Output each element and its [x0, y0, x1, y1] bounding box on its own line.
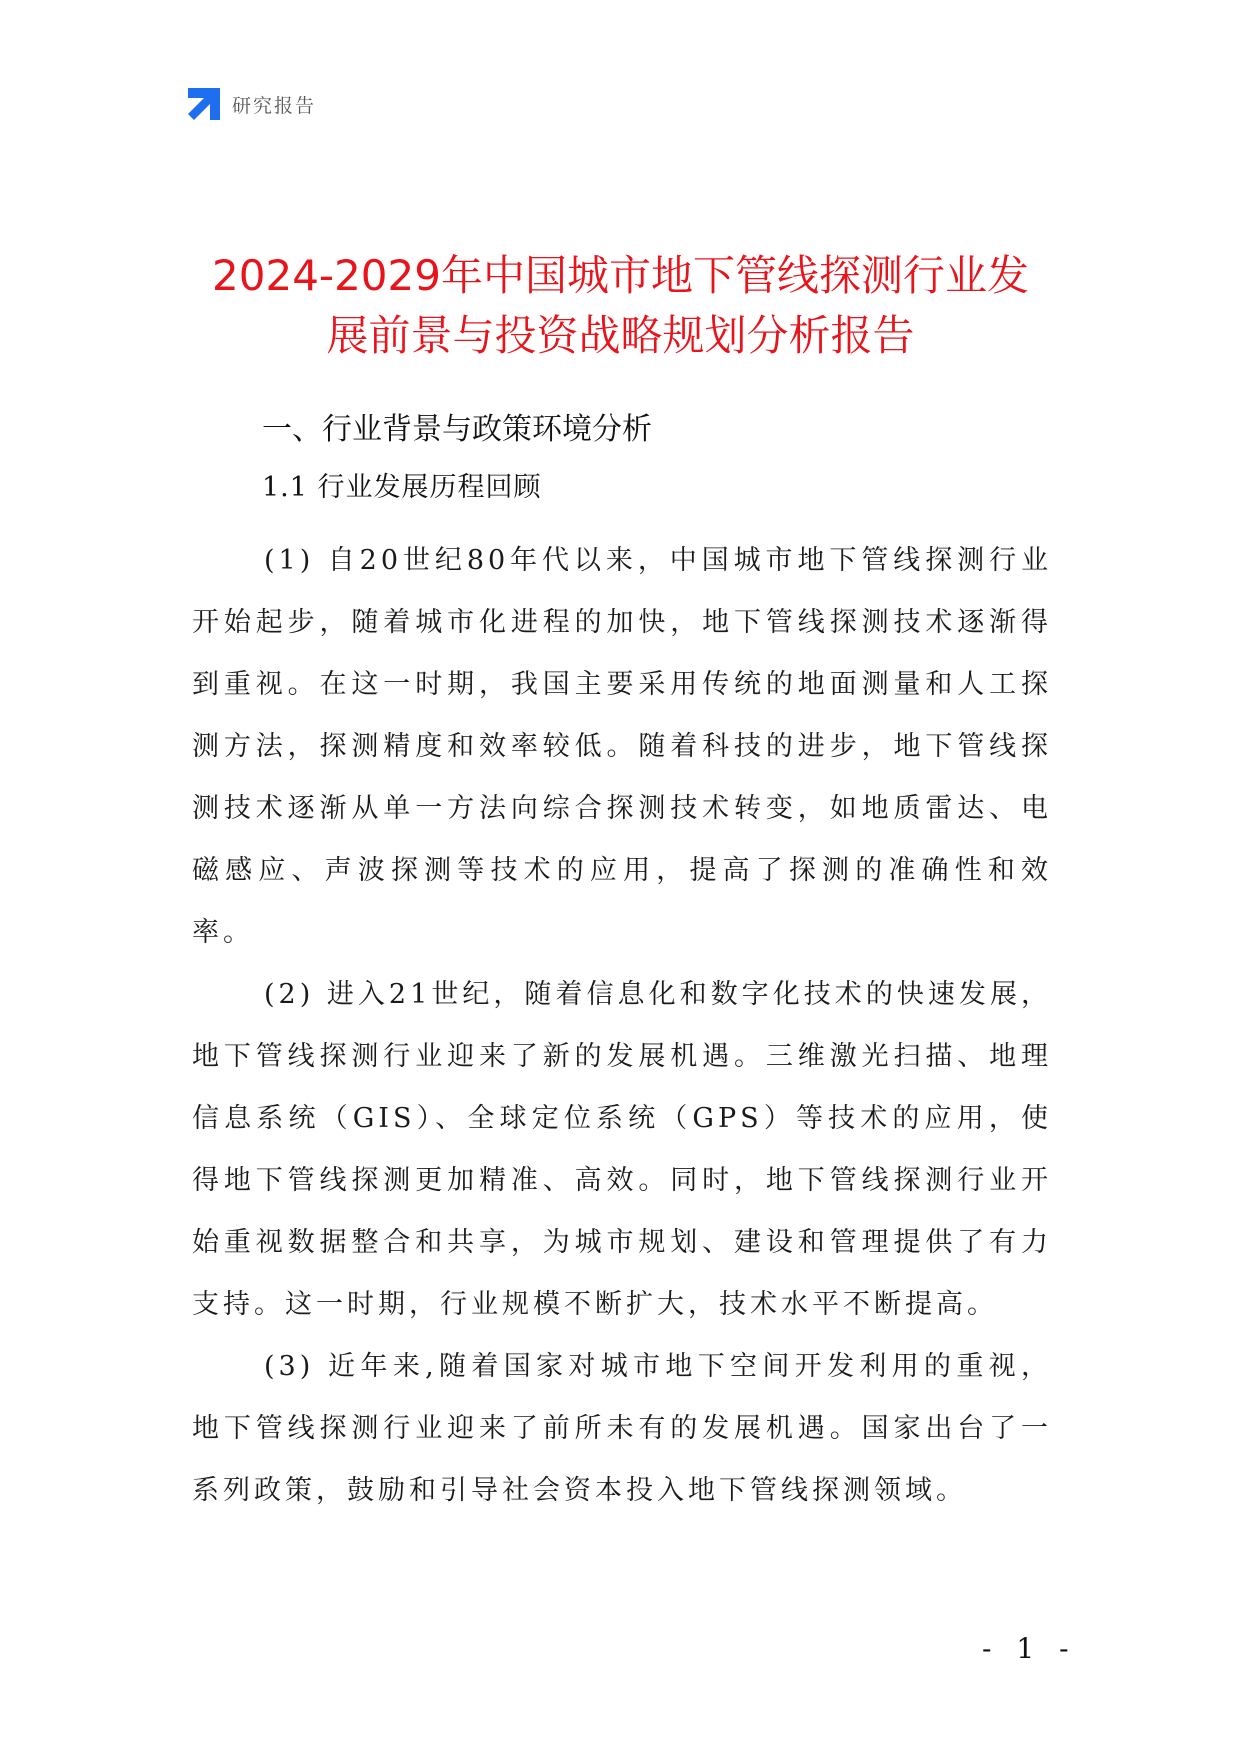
page-number: - 1 -	[982, 1632, 1077, 1665]
header-label: 研究报告	[232, 94, 317, 117]
report-body	[192, 410, 1052, 1522]
section-subheading: 1.1 行业发展历程回顾	[262, 472, 542, 503]
paragraph-1: (1) 自20世纪80年代以来，中国城市地下管线探测行业开始起步，随着城市化进程的加快，地下管线探测技术逐渐得到重视。在这一时期，我国主要采用传统的地面测量和人工探测方法，探测精度和效率较低。随着科技的进步，地下管线探测技术逐渐从单一方法向综合探测技术转变，如地质雷达、电磁感应、声波探测等技术的应用，提高了探测的准确性和效率。	[192, 545, 1052, 948]
section-heading: 一、行业背景与政策环境分析	[262, 412, 652, 447]
report-title	[150, 246, 1091, 366]
title-line-2: 展前景与投资战略规划分析报告	[326, 311, 915, 361]
report-header	[188, 88, 316, 120]
paragraph-2: (2) 进入21世纪，随着信息化和数字化技术的快速发展，地下管线探测行业迎来了新的发展机遇。三维激光扫描、地理信息系统（GIS）、全球定位系统（GPS）等技术的应用，使得地下管线探测更加精准、高效。同时，地下管线探测行业开始重视数据整合和共享，为城市规划、建设和管理提供了有力支持。这一时期，行业规模不断扩大，技术水平不断提高。	[192, 979, 1052, 1320]
paragraph-3: (3) 近年来,随着国家对城市地下空间开发利用的重视，地下管线探测行业迎来了前所未有的发展机遇。国家出台了一系列政策，鼓励和引导社会资本投入地下管线探测领域。	[192, 1351, 1052, 1506]
arrow-logo-icon	[188, 88, 220, 120]
title-line-1: 2024-2029年中国城市地下管线探测行业发	[212, 251, 1029, 301]
